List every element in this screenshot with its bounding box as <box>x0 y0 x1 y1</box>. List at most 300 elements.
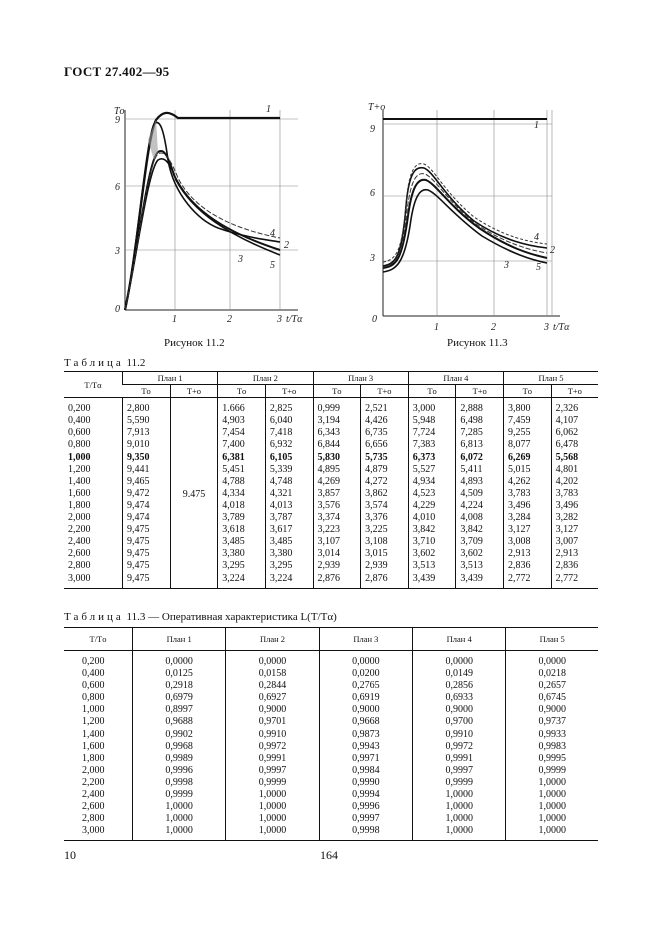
figure1-y-tick: 9 <box>115 115 120 126</box>
table-cell: 3,496 <box>504 500 552 512</box>
table-cell: 4,107 <box>551 415 598 427</box>
table-cell: 3,783 <box>504 488 552 500</box>
table-row <box>64 573 598 589</box>
table-cell: 7,383 <box>408 439 456 451</box>
table2-plan-header: План 1 <box>133 628 226 651</box>
table-cell: 0,9668 <box>319 716 412 728</box>
table-cell: 0,600 <box>82 680 105 692</box>
table-cell: 3,439 <box>456 573 504 589</box>
table-cell: 1,400 <box>68 475 91 487</box>
table-cell: 1,000 <box>68 451 91 463</box>
table-cell: 3,485 <box>218 536 266 548</box>
table-cell: 0,9991 <box>226 753 319 765</box>
table1-plan-header: План 5 <box>504 372 599 385</box>
figure2-curve-label: 4 <box>534 232 539 243</box>
table-cell: 1,0000 <box>133 813 226 825</box>
table-cell: 5,568 <box>551 452 598 464</box>
table-cell: 3,842 <box>408 524 456 536</box>
figure2-curve-label: 3 <box>504 260 509 271</box>
table-row <box>64 415 598 427</box>
table-cell: 1,600 <box>68 487 91 499</box>
table-cell: 4,509 <box>456 488 504 500</box>
table-cell: 3,842 <box>456 524 504 536</box>
table-cell: 0,9910 <box>226 729 319 741</box>
table-cell: 3,513 <box>408 560 456 572</box>
table-cell: 3,576 <box>313 500 361 512</box>
table-cell: 4,229 <box>408 500 456 512</box>
table-cell: 2,000 <box>68 512 91 524</box>
table-row <box>64 651 598 669</box>
table-cell: 3,015 <box>361 548 409 560</box>
table-cell: 4,879 <box>361 464 409 476</box>
figure-11-2 <box>108 100 320 332</box>
table-cell: 1,0000 <box>226 801 319 813</box>
table-cell: 0,9737 <box>506 716 598 728</box>
table-cell: 0,9996 <box>133 765 226 777</box>
table-cell: 0,0000 <box>133 651 226 669</box>
table-cell: 3,710 <box>408 536 456 548</box>
figure1-curve-label: 4 <box>270 228 275 239</box>
table-cell: 6,844 <box>313 439 361 451</box>
table-cell: 1,0000 <box>506 789 598 801</box>
table-cell: 1,800 <box>82 752 105 764</box>
table-cell: 0,9933 <box>506 729 598 741</box>
table-cell: 2,000 <box>82 764 105 776</box>
table-cell: 0,2918 <box>133 680 226 692</box>
table-row <box>64 765 598 777</box>
table1-plan1-merged-cell: 9.475 <box>170 398 218 588</box>
table-cell: 1,0000 <box>226 813 319 825</box>
table-cell: 5,590 <box>123 415 171 427</box>
table-cell: 3,194 <box>313 415 361 427</box>
table-cell: 0,9997 <box>226 765 319 777</box>
table-cell: 0,9971 <box>319 753 412 765</box>
table-cell: 0,9996 <box>319 801 412 813</box>
table1-number: 11.2 <box>126 357 146 369</box>
table-row <box>64 439 598 451</box>
table-cell: 6,656 <box>361 439 409 451</box>
figure1-curve-label: 5 <box>270 260 275 271</box>
table-cell: 0,9991 <box>413 753 506 765</box>
table-11-3 <box>64 627 598 841</box>
table1-plan-header: План 1 <box>123 372 218 385</box>
table-cell: 9,441 <box>123 464 171 476</box>
table-cell: 4,748 <box>265 476 313 488</box>
table-cell: 3,000 <box>408 398 456 416</box>
table-cell: 9,474 <box>123 512 171 524</box>
figure1-curve-label: 1 <box>266 104 271 115</box>
table-cell: 0,6919 <box>319 692 412 704</box>
table2-title: — Оперативная характеристика L(T/Tα) <box>148 611 337 623</box>
table-cell: 6,498 <box>456 415 504 427</box>
table-cell: 1,0000 <box>413 825 506 841</box>
table-row <box>64 789 598 801</box>
table-cell: 3,224 <box>218 573 266 589</box>
table-cell: 0,0218 <box>506 668 598 680</box>
table-cell: 1,600 <box>82 740 105 752</box>
table1-caption <box>64 357 145 369</box>
table-row <box>64 464 598 476</box>
table-cell: 6,343 <box>313 427 361 439</box>
figure1-curve-label: 3 <box>238 254 243 265</box>
table2-plan-header: План 4 <box>413 628 506 651</box>
table-cell: 4,202 <box>551 476 598 488</box>
table-cell: 0,9983 <box>506 741 598 753</box>
table-cell: 0,6927 <box>226 692 319 704</box>
table-cell: 3,380 <box>265 548 313 560</box>
table-cell: 1,0000 <box>506 801 598 813</box>
table-row <box>64 427 598 439</box>
table-cell: 3,485 <box>265 536 313 548</box>
table-cell: 3,857 <box>313 488 361 500</box>
table2-corner-header: T/Tо <box>64 628 133 651</box>
figure1-curve-label: 2 <box>284 240 289 251</box>
table1-sub-header: T+о <box>456 385 504 398</box>
table-cell: 2,800 <box>68 560 91 572</box>
table-cell: 4,013 <box>265 500 313 512</box>
table-cell: 1,0000 <box>413 801 506 813</box>
table-cell: 0,999 <box>313 398 361 416</box>
table-cell: 6,269 <box>504 452 552 464</box>
table-cell: 3,602 <box>456 548 504 560</box>
table-cell: 4,334 <box>218 488 266 500</box>
table-cell: 7,459 <box>504 415 552 427</box>
table-cell: 2,772 <box>504 573 552 589</box>
table-cell: 6,373 <box>408 452 456 464</box>
table-cell: 0,9000 <box>319 704 412 716</box>
table-cell: 0,8997 <box>133 704 226 716</box>
table-row <box>64 476 598 488</box>
table-cell: 0,0000 <box>226 651 319 669</box>
table-cell: 9,475 <box>123 573 171 589</box>
table-row <box>64 668 598 680</box>
figure2-curve-label: 2 <box>550 245 555 256</box>
table-cell: 1,0000 <box>506 813 598 825</box>
table-cell: 3,224 <box>265 573 313 589</box>
table-row <box>64 500 598 512</box>
table1-label: Таблица <box>64 357 124 369</box>
table-cell: 3,800 <box>504 398 552 416</box>
table-row <box>64 716 598 728</box>
table-cell: 0,9984 <box>319 765 412 777</box>
table-cell: 1,0000 <box>226 825 319 841</box>
table-cell: 0,0000 <box>413 651 506 669</box>
figure2-x-tick: 1 <box>434 322 439 333</box>
table-row <box>64 729 598 741</box>
table-cell: 0,9688 <box>133 716 226 728</box>
table-cell: 5,339 <box>265 464 313 476</box>
table-11-2 <box>64 371 598 589</box>
table-row <box>64 704 598 716</box>
table-cell: 0,2765 <box>319 680 412 692</box>
table-cell: 9,474 <box>123 500 171 512</box>
table-cell: 3,783 <box>551 488 598 500</box>
table-cell: 1,0000 <box>226 789 319 801</box>
table-row <box>64 825 598 841</box>
table-cell: 6,735 <box>361 427 409 439</box>
figure2-curve-label: 1 <box>534 120 539 131</box>
table-cell: 0,9999 <box>133 789 226 801</box>
table-cell: 3,295 <box>265 560 313 572</box>
table-cell: 0,800 <box>68 439 91 451</box>
table-cell: 7,418 <box>265 427 313 439</box>
table-cell: 3,284 <box>504 512 552 524</box>
table-cell: 0,9994 <box>319 789 412 801</box>
table-cell: 3,496 <box>551 500 598 512</box>
table-cell: 3,107 <box>313 536 361 548</box>
table1-plan-header: План 3 <box>313 372 408 385</box>
table-cell: 0,9999 <box>506 765 598 777</box>
table-cell: 3,000 <box>82 825 105 837</box>
table-cell: 9,465 <box>123 476 171 488</box>
table-cell: 6,381 <box>218 452 266 464</box>
table-row <box>64 536 598 548</box>
table-cell: 4,801 <box>551 464 598 476</box>
table-cell: 3,709 <box>456 536 504 548</box>
table-cell: 7,400 <box>218 439 266 451</box>
table-cell: 0,0149 <box>413 668 506 680</box>
table-row <box>64 753 598 765</box>
table-cell: 4,224 <box>456 500 504 512</box>
table-row <box>64 801 598 813</box>
table-cell: 2,913 <box>504 548 552 560</box>
table-cell: 0,9995 <box>506 753 598 765</box>
figure1-y-tick: 6 <box>115 182 120 193</box>
table-cell: 1.666 <box>218 398 266 416</box>
table-cell: 1,0000 <box>413 813 506 825</box>
table-cell: 0,0125 <box>133 668 226 680</box>
table-cell: 2,800 <box>82 813 105 825</box>
table-cell: 0,6979 <box>133 692 226 704</box>
table1-sub-header: T+о <box>265 385 313 398</box>
table-cell: 3,007 <box>551 536 598 548</box>
figure2-y-axis-label: T+о <box>368 102 386 113</box>
table-cell: 9,475 <box>123 560 171 572</box>
table-cell: 0,9000 <box>413 704 506 716</box>
figure1-y-tick: 0 <box>115 304 120 315</box>
table-cell: 6,478 <box>551 439 598 451</box>
figure1-y-tick: 3 <box>115 246 120 257</box>
table2-caption <box>64 611 337 623</box>
table-cell: 1,0000 <box>413 789 506 801</box>
table1-sub-header: Tо <box>123 385 171 398</box>
table-cell: 0,400 <box>68 415 91 427</box>
table-cell: 0,9943 <box>319 741 412 753</box>
table1-plan-header: План 4 <box>408 372 503 385</box>
table-cell: 0,200 <box>68 403 91 415</box>
table-cell: 9,475 <box>123 524 171 536</box>
figure2-caption: Рисунок 11.3 <box>447 337 508 349</box>
table-cell: 3,014 <box>313 548 361 560</box>
table-cell: 4,903 <box>218 415 266 427</box>
table-cell: 5,735 <box>361 452 409 464</box>
table-cell: 0,9999 <box>413 777 506 789</box>
table-cell: 3,108 <box>361 536 409 548</box>
table-cell: 2,836 <box>504 560 552 572</box>
table-row <box>64 398 598 416</box>
document-header: ГОСТ 27.402—95 <box>64 64 170 79</box>
table-cell: 1,0000 <box>133 825 226 841</box>
table-cell: 0,9700 <box>413 716 506 728</box>
table-cell: 7,724 <box>408 427 456 439</box>
table-cell: 3,374 <box>313 512 361 524</box>
table1-sub-header: T+о <box>170 385 218 398</box>
table-cell: 0,9997 <box>319 813 412 825</box>
table-cell: 2,939 <box>313 560 361 572</box>
table-cell: 1,400 <box>82 728 105 740</box>
table-cell: 5,527 <box>408 464 456 476</box>
table-cell: 6,072 <box>456 452 504 464</box>
table-cell: 3,008 <box>504 536 552 548</box>
figure1-x-tick: 3 <box>277 314 282 325</box>
table-cell: 4,008 <box>456 512 504 524</box>
table-cell: 2,888 <box>456 398 504 416</box>
table-cell: 2,800 <box>123 398 171 416</box>
table-cell: 4,010 <box>408 512 456 524</box>
table-cell: 0,0200 <box>319 668 412 680</box>
table-cell: 4,269 <box>313 476 361 488</box>
table1-sub-header: Tо <box>504 385 552 398</box>
table-cell: 0,6933 <box>413 692 506 704</box>
table-cell: 0,800 <box>82 692 105 704</box>
table-cell: 4,893 <box>456 476 504 488</box>
table-cell: 2,521 <box>361 398 409 416</box>
figure2-y-tick: 0 <box>372 314 377 325</box>
table-cell: 3,787 <box>265 512 313 524</box>
table-cell: 2,326 <box>551 398 598 416</box>
table-row <box>64 512 598 524</box>
table-cell: 3,127 <box>504 524 552 536</box>
table-cell: 2,200 <box>82 776 105 788</box>
table-cell: 3,574 <box>361 500 409 512</box>
table-cell: 2,825 <box>265 398 313 416</box>
table-cell: 3,376 <box>361 512 409 524</box>
table-cell: 7,454 <box>218 427 266 439</box>
table-cell: 8,077 <box>504 439 552 451</box>
table-cell: 2,913 <box>551 548 598 560</box>
table-cell: 3,602 <box>408 548 456 560</box>
table-cell: 1,0000 <box>506 777 598 789</box>
table2-label: Таблица <box>64 611 124 623</box>
table-cell: 9,350 <box>123 452 171 464</box>
figure2-y-tick: 6 <box>370 188 375 199</box>
table1-plan-header: План 2 <box>218 372 313 385</box>
table-cell: 5,948 <box>408 415 456 427</box>
table-cell: 3,617 <box>265 524 313 536</box>
table-cell: 0,9000 <box>506 704 598 716</box>
table-cell: 0,600 <box>68 427 91 439</box>
table-cell: 0,9990 <box>319 777 412 789</box>
figure-11-3 <box>364 96 580 334</box>
table-cell: 0,9701 <box>226 716 319 728</box>
table1-sub-header: Tо <box>408 385 456 398</box>
table-row <box>64 741 598 753</box>
table-cell: 1,200 <box>68 463 91 475</box>
figure1-y-axis-label: Tо <box>114 106 125 117</box>
table2-plan-header: План 3 <box>319 628 412 651</box>
table-cell: 0,2657 <box>506 680 598 692</box>
table-cell: 1,0000 <box>133 801 226 813</box>
figure1-x-tick: 1 <box>172 314 177 325</box>
table-cell: 3,000 <box>68 572 91 584</box>
table-row <box>64 813 598 825</box>
table-cell: 3,618 <box>218 524 266 536</box>
table-row <box>64 692 598 704</box>
table-cell: 2,600 <box>82 801 105 813</box>
table-cell: 1,000 <box>82 704 105 716</box>
table-cell: 0,2856 <box>413 680 506 692</box>
table-cell: 3,380 <box>218 548 266 560</box>
table-cell: 3,439 <box>408 573 456 589</box>
table2-plan-header: План 2 <box>226 628 319 651</box>
table-cell: 2,200 <box>68 524 91 536</box>
table-cell: 4,321 <box>265 488 313 500</box>
table-cell: 6,040 <box>265 415 313 427</box>
table-cell: 9,475 <box>123 548 171 560</box>
table-row <box>64 452 598 464</box>
table-cell: 2,836 <box>551 560 598 572</box>
table-cell: 7,285 <box>456 427 504 439</box>
table-cell: 9,010 <box>123 439 171 451</box>
table-cell: 0,9968 <box>133 741 226 753</box>
table-cell: 9,475 <box>123 536 171 548</box>
table-cell: 4,934 <box>408 476 456 488</box>
table-cell: 0,9873 <box>319 729 412 741</box>
table-cell: 0,400 <box>82 668 105 680</box>
figure2-x-tick: 3 <box>544 322 549 333</box>
table-cell: 0,9910 <box>413 729 506 741</box>
table-cell: 0,9997 <box>413 765 506 777</box>
table-cell: 0,200 <box>82 656 105 667</box>
table-cell: 3,789 <box>218 512 266 524</box>
page-number-center: 164 <box>320 848 338 862</box>
table-cell: 6,105 <box>265 452 313 464</box>
figure1-caption: Рисунок 11.2 <box>164 337 225 349</box>
table-cell: 3,862 <box>361 488 409 500</box>
table-cell: 2,600 <box>68 548 91 560</box>
table-cell: 3,127 <box>551 524 598 536</box>
table-cell: 3,225 <box>361 524 409 536</box>
table1-sub-header: Tо <box>313 385 361 398</box>
table-cell: 1,0000 <box>506 825 598 841</box>
table1-sub-header: T+о <box>551 385 598 398</box>
table-row <box>64 488 598 500</box>
table-row <box>64 560 598 572</box>
figure2-curve-label: 5 <box>536 262 541 273</box>
table-cell: 4,262 <box>504 476 552 488</box>
table-cell: 0,0000 <box>319 651 412 669</box>
table-cell: 2,400 <box>68 536 91 548</box>
table-cell: 4,523 <box>408 488 456 500</box>
table-cell: 0,9998 <box>319 825 412 841</box>
figure2-x-tick: 2 <box>491 322 496 333</box>
table-row <box>64 777 598 789</box>
table-cell: 5,015 <box>504 464 552 476</box>
table-cell: 6,813 <box>456 439 504 451</box>
table-row <box>64 524 598 536</box>
table-cell: 0,9972 <box>413 741 506 753</box>
page-number-left: 10 <box>64 848 76 862</box>
table2-plan-header: План 5 <box>506 628 598 651</box>
table-cell: 0,0000 <box>506 651 598 669</box>
table-cell: 2,876 <box>313 573 361 589</box>
table-cell: 3,282 <box>551 512 598 524</box>
table-cell: 9,255 <box>504 427 552 439</box>
table-cell: 4,788 <box>218 476 266 488</box>
figure2-y-tick: 9 <box>370 124 375 135</box>
table-cell: 0,9998 <box>133 777 226 789</box>
table-cell: 6,062 <box>551 427 598 439</box>
